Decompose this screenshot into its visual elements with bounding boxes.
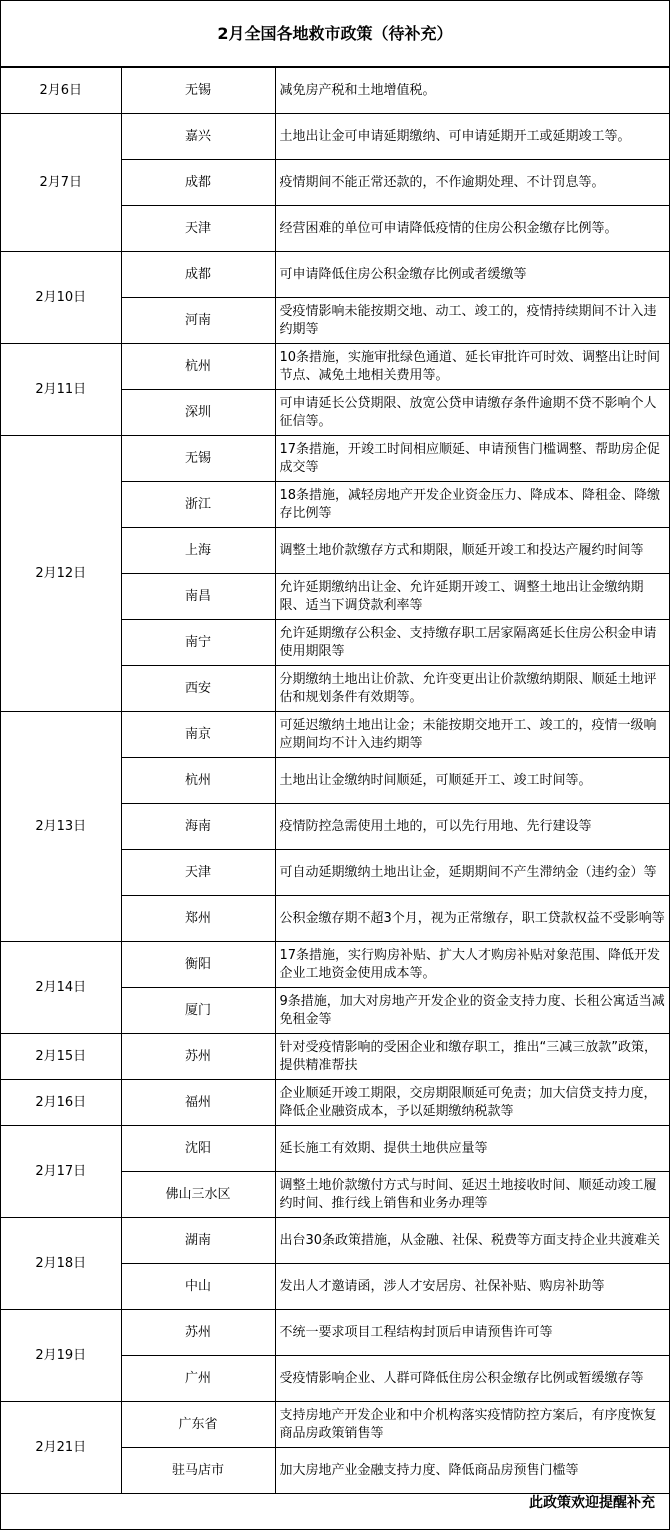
policy-cell: 调整土地价款缴存方式和期限，顺延开竣工和投达产履约时间等 (275, 528, 670, 574)
page-title: 2月全国各地救市政策（待补充） (1, 1, 669, 67)
policy-table-body (1, 68, 670, 1494)
policy-cell: 分期缴纳土地出让价款、允许变更出让价款缴纳期限、顺延土地评估和规划条件有效期等。 (275, 666, 670, 712)
table-row (1, 1126, 670, 1172)
footer-note: 此政策欢迎提醒补充 (529, 1495, 655, 1511)
policy-cell: 发出人才邀请函，涉人才安居房、社保补贴、购房补助等 (275, 1264, 670, 1310)
policy-cell: 疫情防控急需使用土地的，可以先行用地、先行建设等 (275, 804, 670, 850)
table-row (1, 344, 670, 390)
policy-cell: 不统一要求项目工程结构封顶后申请预售许可等 (275, 1310, 670, 1356)
city-cell: 福州 (121, 1080, 275, 1126)
policy-cell: 受疫情影响未能按期交地、动工、竣工的，疫情持续期间不计入违约期等 (275, 298, 670, 344)
city-cell: 海南 (121, 804, 275, 850)
policy-cell: 调整土地价款缴付方式与时间、延迟土地接收时间、顺延动竣工履约时间、推行线上销售和业务办理等 (275, 1172, 670, 1218)
table-row (1, 1402, 670, 1448)
policy-cell: 减免房产税和土地增值税。 (275, 68, 670, 114)
city-cell: 湖南 (121, 1218, 275, 1264)
city-cell: 衡阳 (121, 942, 275, 988)
policy-cell: 允许延期缴存公积金、支持缴存职工居家隔离延长住房公积金申请使用期限等 (275, 620, 670, 666)
policy-cell: 土地出让金缴纳时间顺延，可顺延开工、竣工时间等。 (275, 758, 670, 804)
city-cell: 河南 (121, 298, 275, 344)
city-cell: 深圳 (121, 390, 275, 436)
city-cell: 天津 (121, 850, 275, 896)
city-cell: 沈阳 (121, 1126, 275, 1172)
policy-table (1, 67, 670, 1494)
date-cell: 2月18日 (1, 1218, 121, 1310)
city-cell: 厦门 (121, 988, 275, 1034)
city-cell: 佛山三水区 (121, 1172, 275, 1218)
city-cell: 上海 (121, 528, 275, 574)
table-row (1, 252, 670, 298)
policy-cell: 支持房地产开发企业和中介机构落实疫情防控方案后，有序度恢复商品房政策销售等 (275, 1402, 670, 1448)
date-cell: 2月13日 (1, 712, 121, 942)
policy-cell: 可申请降低住房公积金缴存比例或者缓缴等 (275, 252, 670, 298)
policy-cell: 经营困难的单位可申请降低疫情的住房公积金缴存比例等。 (275, 206, 670, 252)
policy-cell: 加大房地产业金融支持力度、降低商品房预售门槛等 (275, 1448, 670, 1494)
policy-cell: 企业顺延开竣工期限，交房期限顺延可免责；加大信贷支持力度，降低企业融资成本，予以延期缴纳税款等 (275, 1080, 670, 1126)
policy-cell: 可申请延长公贷期限、放宽公贷申请缴存条件逾期不贷不影响个人征信等。 (275, 390, 670, 436)
city-cell: 成都 (121, 160, 275, 206)
city-cell: 浙江 (121, 482, 275, 528)
city-cell: 广州 (121, 1356, 275, 1402)
city-cell: 南昌 (121, 574, 275, 620)
date-cell: 2月7日 (1, 114, 121, 252)
policy-cell: 出台30条政策措施，从金融、社保、税费等方面支持企业共渡难关 (275, 1218, 670, 1264)
date-cell: 2月17日 (1, 1126, 121, 1218)
policy-cell: 18条措施，减轻房地产开发企业资金压力、降成本、降租金、降缴存比例等 (275, 482, 670, 528)
policy-cell: 公积金缴存期不超3个月，视为正常缴存，职工贷款权益不受影响等 (275, 896, 670, 942)
table-row (1, 436, 670, 482)
city-cell: 苏州 (121, 1034, 275, 1080)
date-cell: 2月16日 (1, 1080, 121, 1126)
date-cell: 2月19日 (1, 1310, 121, 1402)
city-cell: 嘉兴 (121, 114, 275, 160)
city-cell: 苏州 (121, 1310, 275, 1356)
date-cell: 2月10日 (1, 252, 121, 344)
policy-cell: 允许延期缴纳出让金、允许延期开竣工、调整土地出让金缴纳期限、适当下调贷款利率等 (275, 574, 670, 620)
policy-cell: 17条措施，实行购房补贴、扩大人才购房补贴对象范围、降低开发企业工地资金使用成本等。 (275, 942, 670, 988)
policy-cell: 可自动延期缴纳土地出让金，延期期间不产生滞纳金（违约金）等 (275, 850, 670, 896)
city-cell: 南宁 (121, 620, 275, 666)
city-cell: 天津 (121, 206, 275, 252)
date-cell: 2月14日 (1, 942, 121, 1034)
city-cell: 杭州 (121, 758, 275, 804)
city-cell: 驻马店市 (121, 1448, 275, 1494)
table-row (1, 942, 670, 988)
policy-cell: 疫情期间不能正常还款的，不作逾期处理、不计罚息等。 (275, 160, 670, 206)
city-cell: 中山 (121, 1264, 275, 1310)
city-cell: 郑州 (121, 896, 275, 942)
city-cell: 杭州 (121, 344, 275, 390)
table-row (1, 1218, 670, 1264)
date-cell: 2月6日 (1, 68, 121, 114)
city-cell: 南京 (121, 712, 275, 758)
policy-cell: 针对受疫情影响的受困企业和缴存职工，推出“三减三放款”政策，提供精准帮扶 (275, 1034, 670, 1080)
city-cell: 西安 (121, 666, 275, 712)
table-row (1, 712, 670, 758)
date-cell: 2月21日 (1, 1402, 121, 1494)
table-row (1, 68, 670, 114)
date-cell: 2月15日 (1, 1034, 121, 1080)
table-row (1, 1310, 670, 1356)
policy-cell: 延长施工有效期、提供土地供应量等 (275, 1126, 670, 1172)
date-cell: 2月11日 (1, 344, 121, 436)
policy-cell: 可延迟缴纳土地出让金；未能按期交地开工、竣工的，疫情一级响应期间均不计入违约期等 (275, 712, 670, 758)
policy-cell: 9条措施，加大对房地产开发企业的资金支持力度、长租公寓适当减免租金等 (275, 988, 670, 1034)
policy-cell: 受疫情影响企业、人群可降低住房公积金缴存比例或暂缓缴存等 (275, 1356, 670, 1402)
city-cell: 成都 (121, 252, 275, 298)
table-row (1, 1080, 670, 1126)
policy-cell: 10条措施，实施审批绿色通道、延长审批许可时效、调整出让时间节点、减免土地相关费用等。 (275, 344, 670, 390)
city-cell: 无锡 (121, 436, 275, 482)
policy-cell: 土地出让金可申请延期缴纳、可申请延期开工或延期竣工等。 (275, 114, 670, 160)
city-cell: 广东省 (121, 1402, 275, 1448)
policy-cell: 17条措施，开竣工时间相应顺延、申请预售门槛调整、帮助房企促成交等 (275, 436, 670, 482)
table-row (1, 1034, 670, 1080)
date-cell: 2月12日 (1, 436, 121, 712)
table-row (1, 114, 670, 160)
city-cell: 无锡 (121, 68, 275, 114)
